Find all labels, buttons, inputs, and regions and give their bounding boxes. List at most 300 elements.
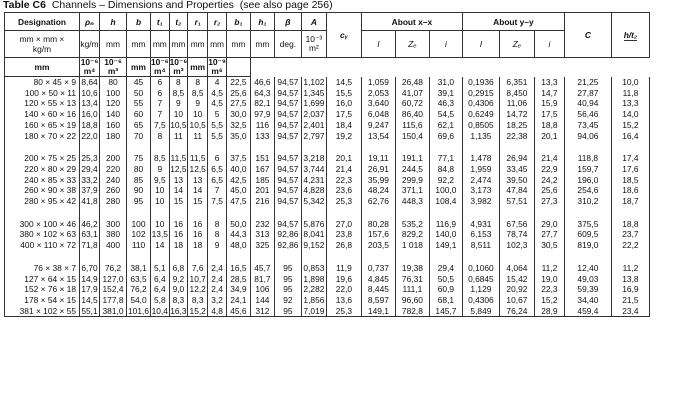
value-cell: 48,0 xyxy=(226,240,250,251)
value-cell: 3,982 xyxy=(462,196,499,207)
value-cell: 94,57 xyxy=(274,77,301,88)
value-cell: 3,173 xyxy=(462,185,499,196)
col-header: r₁ xyxy=(188,13,208,31)
spacer-cell xyxy=(301,141,326,153)
value-cell: 16,9 xyxy=(611,284,649,295)
unit-cell: mm xyxy=(188,58,208,77)
designation-cell: 220 × 80 × 29 xyxy=(5,164,80,175)
value-cell: 14 xyxy=(188,185,208,196)
spacer-cell xyxy=(499,207,534,219)
value-cell: 5,876 xyxy=(301,219,326,230)
value-cell: 13,6 xyxy=(326,295,361,306)
table-row xyxy=(5,153,650,164)
value-cell: 23,7 xyxy=(611,229,649,240)
table-row xyxy=(5,98,650,109)
value-cell: 42,5 xyxy=(226,175,250,186)
table-title xyxy=(3,0,333,11)
value-cell: 160 xyxy=(100,120,127,131)
value-cell: 92,2 xyxy=(429,175,462,186)
value-cell: 22,0 xyxy=(326,284,361,295)
value-cell: 94,57 xyxy=(274,196,301,207)
table-row xyxy=(5,306,650,317)
value-cell: 14 xyxy=(169,185,188,196)
value-cell: 244,5 xyxy=(395,164,429,175)
value-cell: 50,0 xyxy=(226,219,250,230)
value-cell: 116 xyxy=(250,120,274,131)
col-header: h xyxy=(100,13,127,31)
value-cell: 18,6 xyxy=(611,185,649,196)
unit-cell: mm xyxy=(127,31,151,58)
spacer-cell xyxy=(462,251,499,263)
col-header: b₁ xyxy=(226,13,250,31)
value-cell: 216 xyxy=(250,196,274,207)
value-cell: 94,57 xyxy=(274,153,301,164)
value-cell: 11,5 xyxy=(170,153,187,164)
value-cell: 1,699 xyxy=(301,98,326,109)
value-cell: 8,5 xyxy=(151,153,170,164)
value-cell: 94,57 xyxy=(274,164,301,175)
value-cell: 94,57 xyxy=(274,131,301,142)
value-cell: 94,57 xyxy=(274,88,301,99)
value-cell: 23,4 xyxy=(611,306,649,317)
spacer-cell xyxy=(151,251,170,263)
value-cell: 13,54 xyxy=(361,131,395,142)
value-cell: 26,94 xyxy=(499,153,534,164)
value-cell: 68,1 xyxy=(429,295,462,306)
spacer-cell xyxy=(274,141,301,153)
value-cell: 196,0 xyxy=(564,175,611,186)
value-cell: 10,4 xyxy=(151,305,168,316)
value-cell: 23,6 xyxy=(326,185,361,196)
table-row xyxy=(5,77,650,88)
value-cell: 8 xyxy=(208,229,227,240)
value-cell: 19,11 xyxy=(361,153,395,164)
value-cell: 35,0 xyxy=(226,131,250,142)
value-cell: 37,5 xyxy=(226,153,250,164)
table-note: (see also page 256) xyxy=(239,0,333,11)
value-cell: 94,57 xyxy=(274,175,301,186)
value-cell: 2,797 xyxy=(301,131,326,142)
h-over-t2-label: h/t₂ xyxy=(623,29,638,40)
col-header: I xyxy=(462,31,499,58)
spacer-cell xyxy=(395,207,429,219)
value-cell: 14,7 xyxy=(534,88,564,99)
value-cell: 8,5 xyxy=(169,88,188,99)
value-cell: 13,3 xyxy=(534,77,564,88)
spacer-cell xyxy=(226,141,250,153)
value-cell: 313 xyxy=(250,229,274,240)
value-cell: 31,0 xyxy=(429,77,462,88)
value-cell: 232 xyxy=(250,219,274,230)
value-cell: 7 xyxy=(208,185,227,196)
spacer-cell xyxy=(151,207,170,219)
value-cell: 16,0 xyxy=(326,98,361,109)
value-cell: 10,7 xyxy=(189,273,206,284)
spacer-cell xyxy=(499,251,534,263)
table-row xyxy=(5,131,650,142)
designation-cell: 80 × 45 × 9 xyxy=(5,77,80,88)
value-cell: 10 xyxy=(151,219,170,230)
value-cell: 2,4 xyxy=(208,274,227,285)
value-cell: 15,2 xyxy=(189,305,206,316)
spacer-cell xyxy=(80,141,100,153)
value-cell: 69,6 xyxy=(429,131,462,142)
spacer-cell xyxy=(100,251,127,263)
value-cell: 97,9 xyxy=(250,109,274,120)
spacer-cell xyxy=(301,207,326,219)
spacer-cell xyxy=(429,207,462,219)
value-cell: 37,9 xyxy=(81,185,98,196)
value-cell: 149,1 xyxy=(361,306,395,317)
value-cell: 28,5 xyxy=(226,274,250,285)
col-header: b xyxy=(127,13,151,31)
value-cell: 63,1 xyxy=(81,229,98,240)
value-cell: 448,3 xyxy=(395,196,429,207)
value-cell: 23,8 xyxy=(326,229,361,240)
value-cell: 41,8 xyxy=(81,196,98,207)
value-cell: 95 xyxy=(274,274,301,285)
value-cell: 8,511 xyxy=(462,240,499,251)
value-cell: 16 xyxy=(188,219,208,230)
value-cell: 6,8 xyxy=(169,263,188,274)
value-cell: 26,48 xyxy=(395,77,429,88)
value-cell: 5 xyxy=(208,109,227,120)
spacer-cell xyxy=(326,141,361,153)
value-cell: 45,0 xyxy=(226,185,250,196)
value-cell: 6 xyxy=(151,77,170,88)
spacer-cell xyxy=(611,251,649,263)
value-cell: 22,3 xyxy=(534,284,564,295)
spacer-cell xyxy=(208,141,227,153)
value-cell: 25,3 xyxy=(326,306,361,317)
value-cell: 27,7 xyxy=(534,229,564,240)
value-cell: 15 xyxy=(188,196,208,207)
value-cell: 95 xyxy=(274,263,301,274)
col-header: ρₙ xyxy=(80,13,100,31)
value-cell: 8,5 xyxy=(188,88,208,99)
value-cell: 7,019 xyxy=(301,306,326,317)
about-yy-header: About y–y xyxy=(462,13,564,31)
value-cell: 8,597 xyxy=(361,295,395,306)
spacer-cell xyxy=(127,141,151,153)
value-cell: 0,8505 xyxy=(462,120,499,131)
value-cell: 40,0 xyxy=(226,164,250,175)
spacer-cell xyxy=(361,251,395,263)
value-cell: 32,5 xyxy=(226,120,250,131)
value-cell: 120 xyxy=(100,98,127,109)
value-cell: 21,25 xyxy=(564,77,611,88)
value-cell: 118,8 xyxy=(564,153,611,164)
value-cell: 75 xyxy=(127,153,151,164)
value-cell: 25,3 xyxy=(326,196,361,207)
value-cell: 60,9 xyxy=(429,284,462,295)
value-cell: 111,1 xyxy=(395,284,429,295)
designation-cell: 380 × 102 × 63 xyxy=(5,229,80,240)
value-cell: 8,450 xyxy=(499,88,534,99)
value-cell: 2,053 xyxy=(361,88,395,99)
value-cell: 22,0 xyxy=(81,130,98,141)
value-cell: 4,931 xyxy=(462,219,499,230)
value-cell: 92,86 xyxy=(274,240,301,251)
value-cell: 0,4306 xyxy=(462,295,499,306)
value-cell: 380 xyxy=(100,229,127,240)
spacer-cell xyxy=(395,141,429,153)
value-cell: 8 xyxy=(208,219,227,230)
col-header: i xyxy=(429,31,462,58)
value-cell: 375,5 xyxy=(564,219,611,230)
spacer-cell xyxy=(80,207,100,219)
value-cell: 9,5 xyxy=(151,175,170,186)
spacer-cell xyxy=(208,251,227,263)
value-cell: 10,5 xyxy=(170,119,187,130)
value-cell: 10 xyxy=(151,196,170,207)
value-cell: 280 xyxy=(100,196,127,207)
table-row xyxy=(5,263,650,274)
value-cell: 11,2 xyxy=(611,263,649,274)
unit-cell: mm xyxy=(127,58,151,77)
value-cell: 3,2 xyxy=(208,295,227,306)
spacer-cell xyxy=(534,207,564,219)
spacer-cell xyxy=(250,207,274,219)
value-cell: 16,3 xyxy=(170,305,187,316)
value-cell: 9 xyxy=(151,164,170,175)
value-cell: 13 xyxy=(188,175,208,186)
value-cell: 1,102 xyxy=(301,77,326,88)
value-cell: 110 xyxy=(127,240,151,251)
value-cell: 9 xyxy=(208,240,227,251)
col-header: h₁ xyxy=(250,13,274,31)
value-cell: 94,57 xyxy=(274,219,301,230)
value-cell: 782,8 xyxy=(395,306,429,317)
value-cell: 300 xyxy=(100,219,127,230)
value-cell: 6,70 xyxy=(81,262,98,273)
value-cell: 11,5 xyxy=(188,153,208,164)
value-cell: 1,856 xyxy=(301,295,326,306)
value-cell: 200 xyxy=(100,153,127,164)
designation-units-line2: kg/m xyxy=(32,44,52,54)
value-cell: 180 xyxy=(100,131,127,142)
unit-cell: kg/m xyxy=(80,31,100,58)
spacer-cell xyxy=(462,141,499,153)
value-cell: 85 xyxy=(127,175,151,186)
value-cell: 100 xyxy=(127,219,151,230)
table-row xyxy=(5,175,650,186)
table-row xyxy=(5,274,650,285)
spacer-cell xyxy=(100,141,127,153)
value-cell: 4,5 xyxy=(208,88,227,99)
value-cell: 22,38 xyxy=(499,131,534,142)
spacer-cell xyxy=(564,207,611,219)
value-cell: 8,445 xyxy=(361,284,395,295)
value-cell: 2,4 xyxy=(208,263,227,274)
value-cell: 12,40 xyxy=(564,263,611,274)
value-cell: 11,8 xyxy=(611,88,649,99)
value-cell: 4,828 xyxy=(301,185,326,196)
value-cell: 57,51 xyxy=(499,196,534,207)
value-cell: 133 xyxy=(250,131,274,142)
unit-cell: mm xyxy=(226,31,250,58)
value-cell: 2,401 xyxy=(301,120,326,131)
value-cell: 46,6 xyxy=(250,77,274,88)
value-cell: 45,6 xyxy=(226,306,250,317)
value-cell: 459,4 xyxy=(564,306,611,317)
value-cell: 177,8 xyxy=(100,295,127,306)
value-cell: 312 xyxy=(250,306,274,317)
value-cell: 9,0 xyxy=(169,284,188,295)
table-row xyxy=(5,164,650,175)
value-cell: 18,5 xyxy=(611,175,649,186)
unit-cell: 10⁻⁶ m⁴ xyxy=(80,57,99,76)
value-cell: 26,91 xyxy=(361,164,395,175)
table-row xyxy=(5,120,650,131)
value-cell: 8 xyxy=(188,77,208,88)
value-cell: 76,31 xyxy=(395,274,429,285)
value-cell: 16 xyxy=(169,229,188,240)
spacer-cell xyxy=(564,141,611,153)
value-cell: 5,849 xyxy=(462,306,499,317)
value-cell: 10 xyxy=(169,109,188,120)
value-cell: 102 xyxy=(127,229,151,240)
value-cell: 7,5 xyxy=(151,120,170,131)
col-header: t₁ xyxy=(151,13,170,31)
value-cell: 18 xyxy=(188,240,208,251)
value-cell: 12,5 xyxy=(189,163,206,174)
value-cell: 15,9 xyxy=(534,98,564,109)
unit-cell: 10⁻³ m² xyxy=(301,31,326,58)
value-cell: 94,57 xyxy=(274,185,301,196)
value-cell: 63,5 xyxy=(127,274,151,285)
value-cell: 1,478 xyxy=(462,153,499,164)
value-cell: 45,7 xyxy=(250,263,274,274)
value-cell: 100 xyxy=(100,88,127,99)
value-cell: 14,9 xyxy=(81,273,98,284)
value-cell: 220 xyxy=(100,164,127,175)
value-cell: 80 xyxy=(100,77,127,88)
value-cell: 17,5 xyxy=(534,109,564,120)
value-cell: 28,9 xyxy=(534,306,564,317)
value-cell: 25,6 xyxy=(534,185,564,196)
value-cell: 70 xyxy=(127,131,151,142)
value-cell: 1,345 xyxy=(301,88,326,99)
value-cell: 16 xyxy=(188,229,208,240)
designation-cell: 127 × 64 × 15 xyxy=(5,274,80,285)
spacer-cell xyxy=(250,141,274,153)
value-cell: 8 xyxy=(151,131,170,142)
value-cell: 21,5 xyxy=(611,295,649,306)
value-cell: 2,282 xyxy=(301,284,326,295)
designation-cell: 160 × 65 × 19 xyxy=(5,120,80,131)
value-cell: 260 xyxy=(100,185,127,196)
value-cell: 819,0 xyxy=(564,240,611,251)
spacer-cell xyxy=(274,207,301,219)
value-cell: 254,6 xyxy=(564,185,611,196)
spacer-cell xyxy=(274,251,301,263)
value-cell: 18,8 xyxy=(534,120,564,131)
designation-cell: 240 × 85 × 33 xyxy=(5,175,80,186)
spacer-cell xyxy=(208,207,227,219)
table-row xyxy=(5,229,650,240)
value-cell: 1,135 xyxy=(462,131,499,142)
designation-cell: 178 × 54 × 15 xyxy=(5,295,80,306)
spacer-cell xyxy=(301,251,326,263)
table-row xyxy=(5,185,650,196)
value-cell: 0,6249 xyxy=(462,109,499,120)
value-cell: 1,959 xyxy=(462,164,499,175)
value-cell: 8 xyxy=(169,77,188,88)
value-cell: 19,6 xyxy=(326,274,361,285)
designation-cell: 400 × 110 × 72 xyxy=(5,240,80,251)
col-header: cᵧ xyxy=(326,13,361,58)
value-cell: 9 xyxy=(169,98,188,109)
designation-cell: 76 × 38 × 7 xyxy=(5,263,80,274)
value-cell: 71,8 xyxy=(81,240,98,251)
value-cell: 8,041 xyxy=(301,229,326,240)
value-cell: 101,6 xyxy=(128,305,149,316)
value-cell: 5,5 xyxy=(208,120,227,131)
value-cell: 76,2 xyxy=(127,284,151,295)
value-cell: 21,4 xyxy=(534,153,564,164)
value-cell: 5,5 xyxy=(208,131,227,142)
value-cell: 64,3 xyxy=(250,88,274,99)
value-cell: 22,3 xyxy=(326,175,361,186)
spacer-cell xyxy=(361,207,395,219)
value-cell: 14,5 xyxy=(81,294,98,305)
value-cell: 80,28 xyxy=(361,219,395,230)
value-cell: 11 xyxy=(169,131,188,142)
value-cell: 381,0 xyxy=(100,306,127,317)
col-header: t₂ xyxy=(169,13,188,31)
value-cell: 90 xyxy=(127,185,151,196)
value-cell: 95 xyxy=(127,196,151,207)
value-cell: 12,2 xyxy=(189,284,206,295)
value-cell: 11,2 xyxy=(534,263,564,274)
spacer-cell xyxy=(226,251,250,263)
designation-cell: 120 × 55 × 13 xyxy=(5,98,80,109)
value-cell: 39,1 xyxy=(429,88,462,99)
value-cell: 10 xyxy=(188,109,208,120)
value-cell: 60 xyxy=(127,109,151,120)
col-header: I xyxy=(361,31,395,58)
value-cell: 6 xyxy=(151,88,170,99)
value-cell: 0,4306 xyxy=(462,98,499,109)
col-header xyxy=(611,13,649,58)
value-cell: 95 xyxy=(274,284,301,295)
col-header: A xyxy=(301,13,326,31)
value-cell: 38,1 xyxy=(127,263,151,274)
col-header: Zₑ xyxy=(499,31,534,58)
value-cell: 2,474 xyxy=(462,175,499,186)
group-separator xyxy=(5,207,650,219)
value-cell: 94,06 xyxy=(564,131,611,142)
spacer-cell xyxy=(250,251,274,263)
spacer-cell xyxy=(169,207,188,219)
value-cell: 22,9 xyxy=(534,164,564,175)
spacer-cell xyxy=(534,251,564,263)
value-cell: 6,4 xyxy=(151,274,170,285)
value-cell: 108,4 xyxy=(429,196,462,207)
value-cell: 46,3 xyxy=(429,98,462,109)
value-cell: 6,153 xyxy=(462,229,499,240)
table-row xyxy=(5,109,650,120)
value-cell: 67,56 xyxy=(499,219,534,230)
value-cell: 3,744 xyxy=(301,164,326,175)
value-cell: 18,8 xyxy=(81,119,98,130)
value-cell: 0,1060 xyxy=(462,263,499,274)
value-cell: 7,6 xyxy=(188,263,208,274)
spacer-cell xyxy=(169,141,188,153)
value-cell: 167 xyxy=(250,164,274,175)
value-cell: 11,06 xyxy=(499,98,534,109)
